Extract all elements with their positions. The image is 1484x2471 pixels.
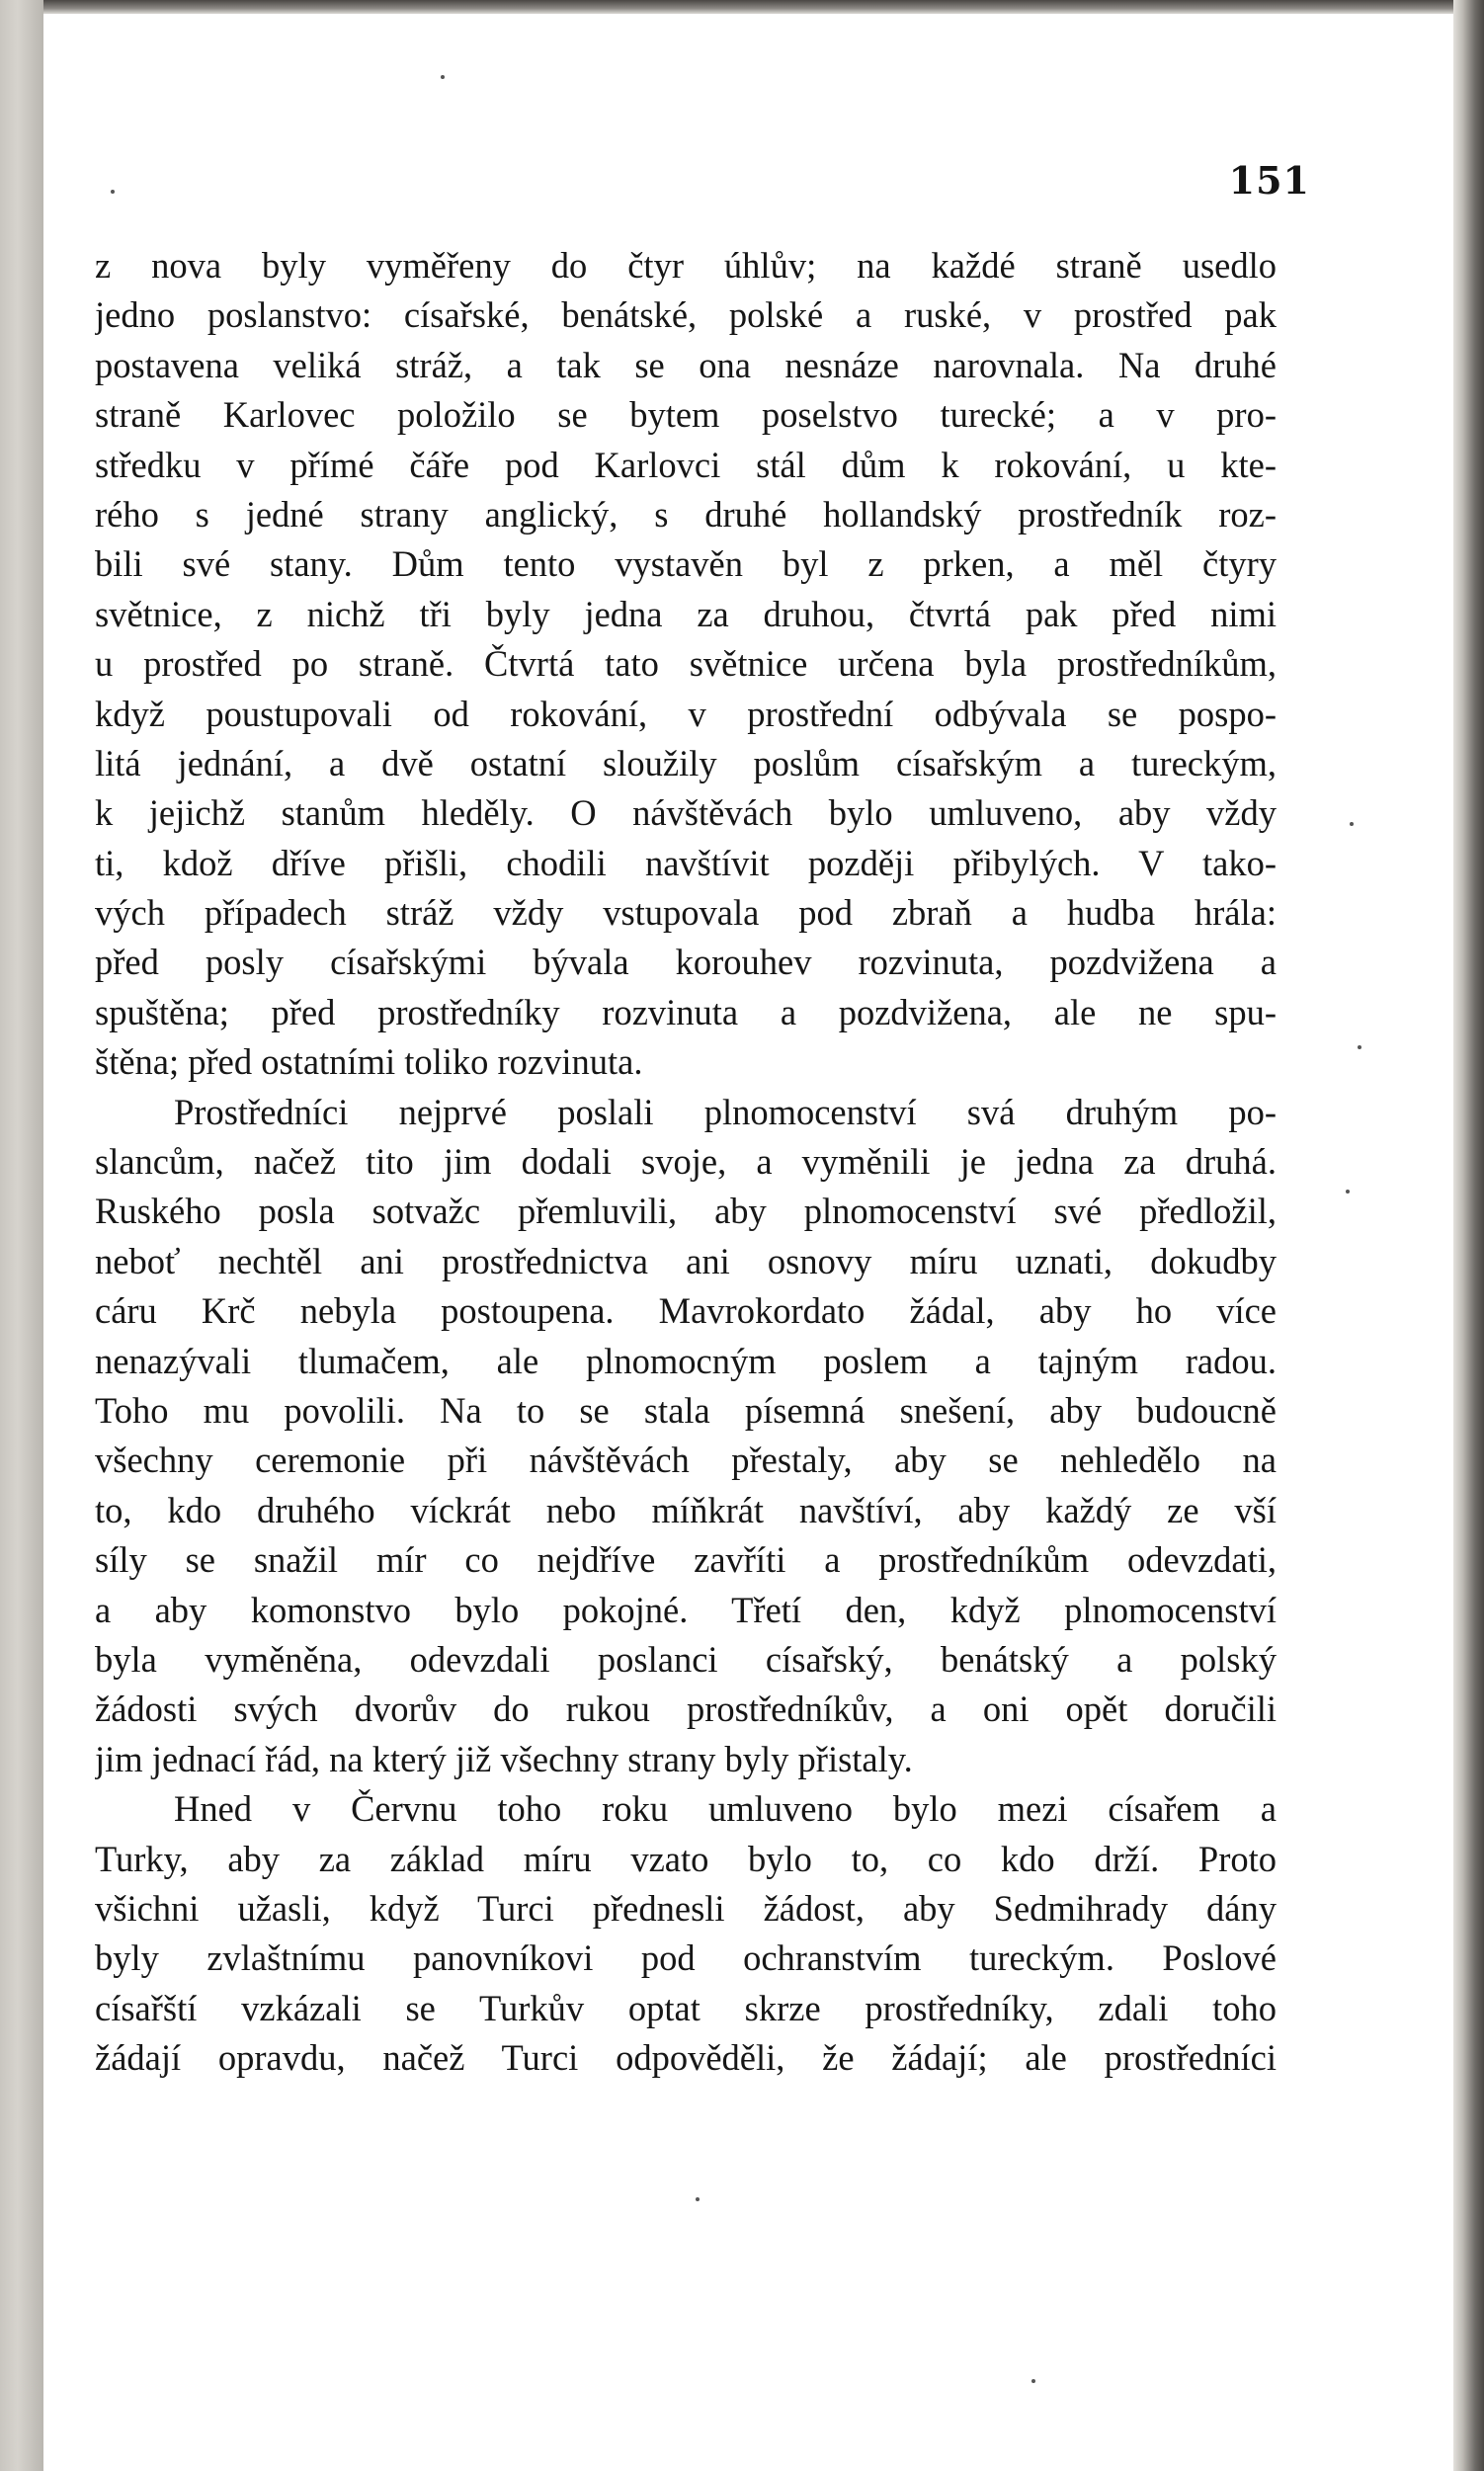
text-line: když poustupovali od rokování, v prostřední odbývala se pospo- — [95, 693, 1277, 734]
print-speck — [111, 190, 115, 194]
text-line: vých případech stráž vždy vstupovala pod zbraň a hudba hrála: — [95, 892, 1277, 934]
text-line: byly zvlaštnímu panovníkovi pod ochranstvím tureckým. Poslové — [95, 1937, 1277, 1979]
text-line: litá jednání, a dvě ostatní sloužily poslům císařským a tureckým, — [95, 742, 1277, 783]
text-line: z nova byly vyměřeny do čtyr úhlův; na každé straně usedlo — [95, 245, 1277, 286]
text-line: Hned v Červnu toho roku umluveno bylo mezi císařem a — [174, 1788, 1277, 1830]
text-line: císařští vzkázali se Turkův optat skrze prostředníky, zdali toho — [95, 1987, 1277, 2028]
text-line: a aby komonstvo bylo pokojné. Třetí den, když plnomocenství — [95, 1589, 1277, 1630]
text-line: středku v přímé čáře pod Karlovci stál dům k rokování, u kte- — [95, 444, 1277, 485]
text-line: světnice, z nichž tři byly jedna za druhou, čtvrtá pak před nimi — [95, 593, 1277, 634]
text-line: Prostředníci nejprvé poslali plnomocenství svá druhým po- — [174, 1091, 1277, 1132]
text-line: jedno poslanstvo: císařské, benátské, polské a ruské, v prostřed pak — [95, 294, 1277, 336]
text-line: to, kdo druhého víckrát nebo míňkrát navštíví, aby každý ze vší — [95, 1489, 1277, 1530]
text-line: Turky, aby za základ míru vzato bylo to, co kdo drží. Proto — [95, 1838, 1277, 1879]
print-speck — [1031, 2379, 1035, 2383]
page-edge-shadow — [1453, 0, 1484, 2471]
text-line: rého s jedné strany anglický, s druhé hollandský prostředník roz- — [95, 493, 1277, 535]
paragraph — [95, 1784, 1277, 2083]
print-speck — [696, 2197, 700, 2201]
text-line: u prostřed po straně. Čtvrtá tato světnice určena byla prostředníkům, — [95, 643, 1277, 685]
print-speck — [1350, 822, 1354, 826]
text-line: k jejichž stanům hleděly. O návštěvách bylo umluveno, aby vždy — [95, 792, 1277, 834]
text-line: nenazývali tlumačem, ale plnomocným poslem a tajným radou. — [95, 1340, 1277, 1381]
text-line: ti, kdož dříve přišli, chodili navštívit později přibylých. V tako- — [95, 842, 1277, 883]
text-line: před posly císařskými bývala korouhev rozvinuta, pozdvižena a — [95, 942, 1277, 983]
text-line: Ruského posla sotvažc přemluvili, aby plnomocenství své předložil, — [95, 1191, 1277, 1232]
text-line: jim jednací řád, na který již všechny strany byly přistaly. — [95, 1738, 913, 1779]
text-body — [95, 241, 1277, 2083]
text-line: všechny ceremonie při návštěvách přestaly, aby se nehledělo na — [95, 1440, 1277, 1481]
text-line: všichni užasli, když Turci přednesli žádost, aby Sedmihrady dány — [95, 1887, 1277, 1929]
text-line: cáru Krč nebyla postoupena. Mavrokordato žádal, aby ho více — [95, 1290, 1277, 1332]
print-speck — [1346, 1190, 1350, 1194]
binding-edge — [0, 0, 43, 2471]
paragraph — [95, 1088, 1277, 1784]
print-speck — [441, 75, 445, 79]
text-line: byla vyměněna, odevzdali poslanci císařský, benátský a polský — [95, 1638, 1277, 1680]
text-line: postavena veliká stráž, a tak se ona nesnáze narovnala. Na druhé — [95, 344, 1277, 385]
text-line: bili své stany. Dům tento vystavěn byl z prken, a měl čtyry — [95, 543, 1277, 585]
page-number: 151 — [1228, 158, 1310, 203]
top-scan-shadow — [43, 0, 1484, 14]
text-line: Toho mu povolili. Na to se stala písemná snešení, aby budoucně — [95, 1389, 1277, 1431]
text-line: žádosti svých dvorův do rukou prostředníkův, a oni opět doručili — [95, 1689, 1277, 1730]
text-line: neboť nechtěl ani prostřednictva ani osnovy míru uznati, dokudby — [95, 1240, 1277, 1281]
text-line: straně Karlovec položilo se bytem poselstvo turecké; a v pro- — [95, 394, 1277, 436]
text-line: slancům, načež tito jim dodali svoje, a vyměnili je jedna za druhá. — [95, 1141, 1277, 1183]
text-line: štěna; před ostatními toliko rozvinuta. — [95, 1041, 643, 1083]
paragraph — [95, 241, 1277, 1088]
text-line: žádají opravdu, načež Turci odpověděli, že žádají; ale prostředníci — [95, 2037, 1277, 2079]
print-speck — [1358, 1045, 1361, 1049]
text-line: síly se snažil mír co nejdříve zavříti a prostředníkům odevzdati, — [95, 1539, 1277, 1581]
text-line: spuštěna; před prostředníky rozvinuta a pozdvižena, ale ne spu- — [95, 991, 1277, 1032]
